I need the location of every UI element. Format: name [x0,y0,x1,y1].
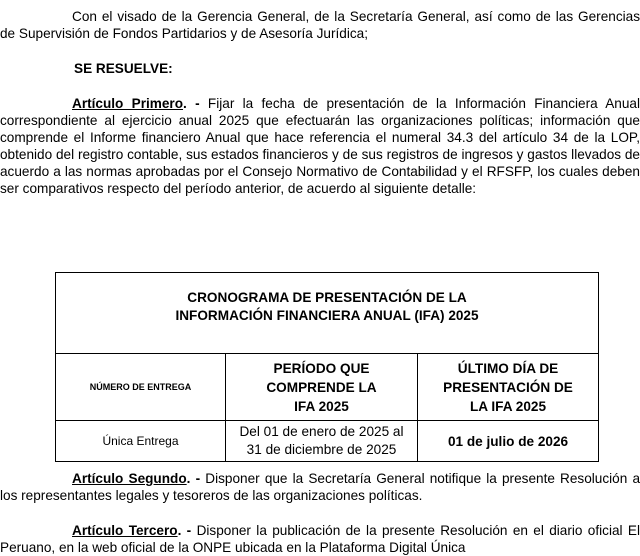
articulo-primero-title: Artículo Primero [72,96,184,111]
cell-entrega-text: Única Entrega [102,433,179,448]
cell-ultimo-dia [418,421,599,462]
header-periodo-line2: COMPRENDE LA [266,379,377,395]
cell-periodo-line2: 31 de diciembre de 2025 [246,442,397,457]
se-resuelve-heading [74,60,640,77]
cell-periodo [226,421,418,462]
table-caption-line1: CRONOGRAMA DE PRESENTACIÓN DE LA [187,290,467,305]
table-row [56,421,599,462]
articulo-primero-separator: . - [183,96,208,111]
table-caption-row [56,273,599,354]
articulo-segundo-separator: . - [186,471,206,486]
table-header-row [56,354,599,421]
header-numero-entrega [56,354,226,421]
table-caption-line2: INFORMACIÓN FINANCIERA ANUAL (IFA) 2025 [175,308,479,323]
header-ultimo-line3: LA IFA 2025 [469,398,547,414]
cell-ultimo-text: 01 de julio de 2026 [447,433,569,449]
articulo-primero-text: Fijar la fecha de presentación de la Información Financiera Anual correspondiente al ejercicio anual 2025 que efectuarán las organizaciones políticas; información que comprende el Informe financiero Anual que hace referencia el numeral 34.3 del artículo 34 de la LOP, obtenido del registro contable, sus estados financieros y de sus registros de ingresos y gastos llevados de acuerdo a las normas aprobadas por el Consejo Normativo de Contabilidad y el RFSFP, los cuales deben ser comparativos respecto del período anterior, de acuerdo al siguiente detalle: [0,96,640,196]
table-caption [56,273,599,354]
articulo-segundo-paragraph [0,470,640,504]
articulo-segundo-title: Artículo Segundo [72,471,187,486]
visado-paragraph [0,8,640,42]
header-periodo [226,354,418,421]
articulo-tercero-separator: . - [177,523,197,538]
cell-entrega [56,421,226,462]
header-ultimo-line2: PRESENTACIÓN DE [443,379,573,395]
articulo-primero-paragraph [0,95,640,197]
articulo-tercero-paragraph [0,522,640,556]
header-periodo-line3: IFA 2025 [294,398,349,414]
articulo-segundo-text: Disponer que la Secretaría General notifique la presente Resolución a los representantes legales y tesoreros de las organizaciones políticas. [0,471,640,503]
header-ultimo-line1: ÚLTIMO DÍA DE [457,360,559,376]
header-numero-entrega-text: NÚMERO DE ENTREGA [89,381,192,392]
cronograma-table [55,272,599,462]
articulo-tercero-text: Disponer la publicación de la presente Resolución en el diario oficial El Peruano, en la web oficial de la ONPE ubicada en la Plataforma Digital Única [0,523,640,555]
cell-periodo-line1: Del 01 de enero de 2025 al [239,424,404,439]
visado-text: Con el visado de la Gerencia General, de la Secretaría General, así como de las Gerencias de Supervisión de Fondos Partidarios y de Asesoría Jurídica; [0,9,640,41]
se-resuelve-text: SE RESUELVE: [74,61,173,76]
header-ultimo-dia [418,354,599,421]
header-periodo-line1: PERÍODO QUE [273,360,370,376]
articulo-tercero-title: Artículo Tercero [72,523,178,538]
